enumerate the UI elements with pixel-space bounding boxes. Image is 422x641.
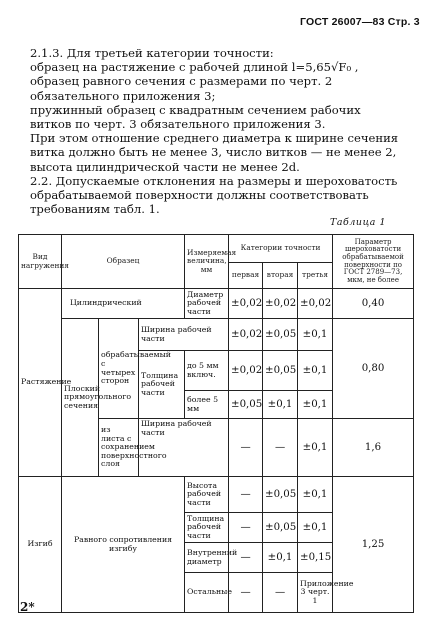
tolerance-table [18, 234, 414, 613]
tol-width-a-second: ±0,05 [263, 319, 298, 351]
tol-width-b-third: ±0,1 [298, 419, 333, 477]
header-specimen: Образец [62, 235, 185, 289]
measure-upto5: до 5 мм включ. [185, 351, 229, 391]
tol-width-b-second: — [263, 419, 298, 477]
tol-over5-second: ±0,1 [263, 391, 298, 419]
load-tension: Растяжение [19, 289, 62, 477]
measure-diameter: Диаметр рабочей части [185, 289, 229, 319]
roughness-16: 1,6 [333, 419, 414, 477]
specimen-equal-resist: Равного сопротивления изгибу [62, 477, 185, 613]
tol-width-b-first: — [229, 419, 263, 477]
header-third: третья [298, 263, 333, 289]
measure-thickness-b: Толщина рабочей части [185, 513, 229, 543]
tol-thick-b-third: ±0,1 [298, 513, 333, 543]
tol-over5-third: ±0,1 [298, 391, 333, 419]
page-header: ГОСТ 26007—83 Стр. 3 [300, 16, 420, 28]
tol-diam-third: ±0,02 [298, 289, 333, 319]
paragraph-tension-specimen: образец на растяжение с рабочей длиной l=5,65√F₀ , [30, 60, 359, 75]
tol-inner-first: — [229, 543, 263, 573]
measure-width-a: Ширина рабочей части [139, 319, 229, 351]
header-roughness: Параметр шероховатости обрабатываемой поверхности по ГОСТ 2789—73, мкм, не более [333, 235, 414, 289]
measure-other: Остальные [185, 573, 229, 613]
body-text [30, 46, 400, 216]
header-first: первая [229, 263, 263, 289]
tol-upto5-third: ±0,1 [298, 351, 333, 391]
roughness-125: 1,25 [333, 477, 414, 613]
load-bending: Изгиб [19, 477, 62, 613]
tol-thick-b-second: ±0,05 [263, 513, 298, 543]
measure-width-b: Ширина рабочей части [139, 419, 229, 477]
tol-inner-third: ±0,15 [298, 543, 333, 573]
header-second: вторая [263, 263, 298, 289]
specimen-cylindrical: Цилиндрический [62, 289, 185, 319]
roughness-040: 0,40 [333, 289, 414, 319]
tol-other-second: — [263, 573, 298, 613]
paragraph-ratio: При этом отношение среднего диаметра к ширине сечения витка должно быть не менее 3, число витков — не менее 2, высота цилиндрической части не менее 2d. [30, 131, 399, 174]
tol-height-third: ±0,1 [298, 477, 333, 513]
tol-height-first: — [229, 477, 263, 513]
page-number: 2* [20, 600, 35, 614]
measure-over5: более 5 мм [185, 391, 229, 419]
tol-over5-first: ±0,05 [229, 391, 263, 419]
tol-other-first: — [229, 573, 263, 613]
paragraph-2-2: 2.2. Допускаемые отклонения на размеры и шероховатость обрабатываемой поверхности должны соответствовать требованиям табл. 1. [30, 173, 398, 217]
measure-height: Высота рабочей части [185, 477, 229, 513]
paragraph-2-1-3: 2.1.3. Для третьей категории точности: [30, 46, 274, 60]
tol-upto5-second: ±0,05 [263, 351, 298, 391]
tol-inner-second: ±0,1 [263, 543, 298, 573]
header-load-type: Вид нагружения [19, 235, 62, 289]
tol-diam-second: ±0,02 [263, 289, 298, 319]
roughness-080: 0,80 [333, 319, 414, 419]
tol-thick-b-first: — [229, 513, 263, 543]
tol-diam-first: ±0,02 [229, 289, 263, 319]
table-caption: Таблица 1 [330, 217, 387, 228]
specimen-machined: обрабатываемый с четырех сторон [99, 319, 139, 419]
tol-upto5-first: ±0,02 [229, 351, 263, 391]
specimen-flat: Плоский прямоугольного сечения [62, 319, 99, 477]
header-measured: Измеряемая величина, мм [185, 235, 229, 289]
tol-height-second: ±0,05 [263, 477, 298, 513]
specimen-from-sheet: из листа с сохранением поверхностного слоя [99, 419, 139, 477]
header-accuracy: Категории точности [229, 235, 333, 263]
tol-other-third: Приложение 3 черт. 1 [298, 573, 333, 613]
paragraph-equal-section: образец равного сечения с размерами по черт. 2 обязательного приложения 3; [30, 74, 333, 103]
tol-width-a-first: ±0,02 [229, 319, 263, 351]
tol-width-a-third: ±0,1 [298, 319, 333, 351]
measure-inner-diameter: Внутренний диаметр [185, 543, 229, 573]
paragraph-spring-specimen: пружинный образец с квадратным сечением рабочих витков по черт. 3 обязательного приложения 3. [30, 102, 361, 132]
measure-thickness: Толщина рабочей части [139, 351, 185, 419]
